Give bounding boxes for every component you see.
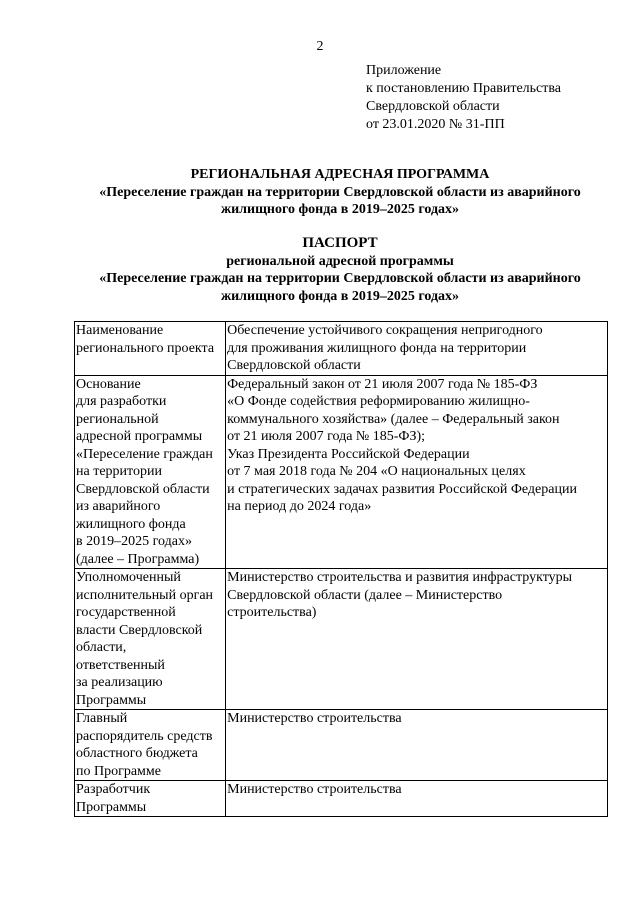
passport-row [75, 710, 608, 781]
row-label-line: жилищного фонда [76, 516, 186, 532]
row-label-line: государственной [76, 605, 176, 620]
row-label-line: Уполномоченный [76, 570, 181, 585]
program-heading [60, 166, 620, 219]
row-value-line: коммунального хозяйства» (далее – Федеральный закон [227, 411, 560, 427]
appendix-line: Приложение [366, 63, 442, 78]
passport-table [74, 321, 608, 817]
row-value-line: Министерство строительства и развития инфраструктуры [227, 570, 573, 585]
row-value-line: для проживания жилищного фонда на территории [227, 340, 527, 356]
row-label-line: Основание [76, 376, 141, 392]
appendix-line: от 23.01.2020 № 31-ПП [366, 117, 505, 132]
appendix-line: к постановлению Правительства [366, 81, 562, 96]
passport-row [75, 375, 608, 569]
row-value-cell [226, 781, 608, 817]
row-label-line: Главный [76, 711, 128, 726]
row-label-line: региональной [76, 411, 159, 427]
row-value-line: строительства) [227, 605, 317, 620]
row-label-line: Программы [76, 692, 147, 708]
row-value-cell [226, 569, 608, 710]
row-value-line: и стратегических задачах развития Российской Федерации [227, 481, 577, 497]
row-label-line: областного бюджета [76, 746, 198, 761]
row-label-line: Наименование [76, 323, 164, 338]
row-value-line: Свердловской области (далее – Министерство [227, 587, 503, 603]
page-number: 2 [316, 39, 324, 54]
row-label-line: на территории [76, 464, 162, 479]
row-value-cell [226, 322, 608, 376]
row-value-line: Указ Президента Российской Федерации [227, 446, 470, 462]
row-label-line: власти Свердловской [76, 622, 203, 638]
appendix-note [366, 62, 561, 134]
row-value-line: Обеспечение устойчивого сокращения непригодного [227, 323, 543, 338]
row-label-line: адресной программы [76, 429, 203, 444]
passport-row [75, 322, 608, 376]
row-label-line: области, [76, 640, 127, 655]
passport-row [75, 781, 608, 817]
program-subtitle-line: жилищного фонда в 2019–2025 годах» [220, 202, 460, 217]
row-value-line: на период до 2024 года» [227, 499, 372, 514]
row-value-cell [226, 710, 608, 781]
passport-title: ПАСПОРТ [302, 235, 378, 251]
passport-heading [60, 235, 620, 305]
passport-subtitle-line: «Переселение граждан на территории Свердловской области из аварийного [99, 271, 581, 286]
row-label-line: ответственный [76, 657, 165, 673]
row-label-line: из аварийного [76, 499, 161, 514]
row-value-cell [226, 375, 608, 569]
row-value-line: Министерство строительства [227, 711, 402, 726]
row-label-line: исполнительный орган [76, 587, 214, 603]
appendix-line: Свердловской области [366, 99, 500, 114]
row-label-line: Разработчик [76, 782, 151, 797]
row-label-line: для разработки [76, 394, 167, 409]
row-label-cell [75, 375, 226, 569]
row-value-line: Министерство строительства [227, 782, 402, 797]
row-label-line: Программы [76, 799, 147, 815]
program-title: РЕГИОНАЛЬНАЯ АДРЕСНАЯ ПРОГРАММА [190, 167, 490, 182]
row-value-line: Федеральный закон от 21 июля 2007 года № 185-ФЗ [227, 376, 538, 392]
passport-subtitle-line: жилищного фонда в 2019–2025 годах» [220, 288, 460, 304]
row-label-cell [75, 710, 226, 781]
row-value-line: Свердловской области [227, 358, 361, 373]
passport-row [75, 569, 608, 710]
passport-subtitle-line: региональной адресной программы [226, 253, 454, 269]
row-value-line: от 7 мая 2018 года № 204 «О национальных целях [227, 464, 526, 479]
row-label-cell [75, 322, 226, 376]
row-value-line: «О Фонде содействия реформированию жилищно- [227, 394, 530, 409]
row-label-line: распорядитель средств [76, 728, 213, 744]
row-label-line: Свердловской области [76, 481, 210, 497]
row-label-cell [75, 781, 226, 817]
row-label-line: «Переселение граждан [76, 446, 213, 462]
row-value-line: от 21 июля 2007 года № 185-ФЗ); [227, 429, 426, 444]
row-label-line: регионального проекта [76, 340, 215, 356]
program-subtitle-line: «Переселение граждан на территории Свердловской области из аварийного [99, 184, 581, 200]
row-label-line: (далее – Программа) [76, 551, 200, 567]
row-label-line: по Программе [76, 763, 161, 779]
passport-table-body [75, 322, 608, 817]
row-label-cell [75, 569, 226, 710]
row-label-line: за реализацию [76, 675, 163, 690]
row-label-line: в 2019–2025 годах» [76, 534, 192, 549]
